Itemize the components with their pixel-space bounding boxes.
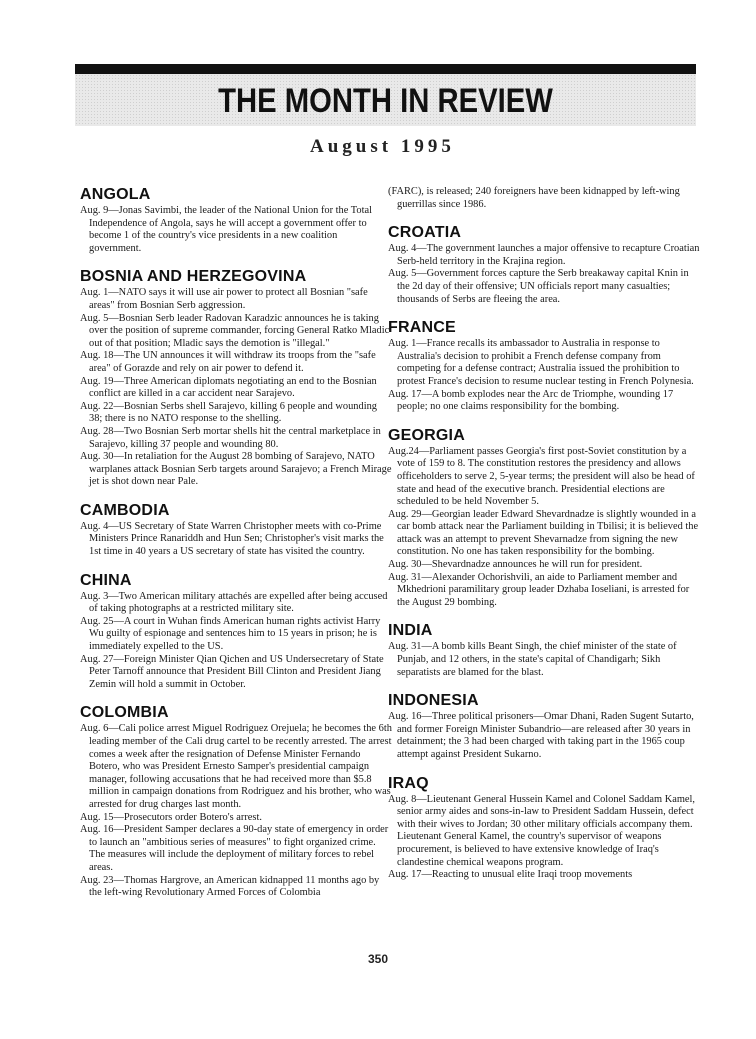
header-rule [75, 64, 696, 74]
news-entry: Aug. 31—Alexander Ochorishvili, an aide to Parliament member and Mkhedrioni paramilitary group leader Dzhaba Ioseliani, is arrested for the August 29 bombing. [388, 571, 690, 608]
country-heading: INDONESIA [388, 692, 479, 710]
section-bosnia-and-herzegovina [80, 268, 392, 489]
country-heading: FRANCE [388, 319, 456, 337]
news-entry: Aug. 4—US Secretary of State Warren Christopher meets with co-Prime Ministers Prince Ranariddh and Hun Sen; Christopher's visit marks the 1st time in 40 years a US secretary of state has visited the country. [80, 520, 384, 558]
news-entry: Aug. 27—Foreign Minister Qian Qichen and US Undersecretary of State Peter Tarnoff announce that President Bill Clinton and President Jiang Zemin will hold a summit in October. [80, 653, 384, 690]
news-entry: Aug. 4—The government launches a major offensive to recapture Croatian Serb-held territory in the Krajina region. [388, 243, 700, 267]
country-heading: IRAQ [388, 774, 429, 792]
news-entry: Aug. 31—A bomb kills Beant Singh, the chief minister of the state of Punjab, and 12 others, in the state's capital of Chandigarh; Sikh separatists are blamed for the blast. [388, 641, 677, 678]
section-cambodia [80, 502, 392, 559]
news-entry: (FARC), is released; 240 foreigners have been kidnapped by left-wing guerrillas since 1986. [388, 186, 680, 210]
section-colombia [80, 704, 392, 899]
news-entry: Aug.24—Parliament passes Georgia's first post-Soviet constitution by a vote of 159 to 8. The constitution restores the presidency and allows officeholders to serve 2, 5-year terms; the president will also be head of state and head of the executive branch. Presidential elections are scheduled to be held November 5. [388, 445, 695, 508]
country-heading: CHINA [80, 571, 132, 589]
country-heading: GEORGIA [388, 426, 465, 444]
country-heading: BOSNIA AND HERZEGOVINA [80, 268, 307, 286]
news-entry: Aug. 1—France recalls its ambassador to Australia in response to Australia's decision to prohibit a French defense company from competing for a defense contract; Australia issued the prohibition to protest France's decision to resume nuclear testing in French Polynesia. [388, 338, 694, 387]
news-entry: Aug. 1—NATO says it will use air power to protect all Bosnian "safe areas" from Bosnian Serb aggression. [80, 287, 368, 311]
news-entry: Aug. 17—Reacting to unusual elite Iraqi troop movements [388, 869, 633, 881]
news-entry: Aug. 29—Georgian leader Edward Shevardnadze is slightly wounded in a car bomb attack near the Parliament building in Tbilisi; it is believed the attack was an attempt to prevent Shevarnadze from signing the new constitution. No one has taken responsibility for the bombing. [388, 508, 699, 558]
news-entry: Aug. 8—Lieutenant General Hussein Kamel and Colonel Saddam Kamel, senior army aides and sons-in-law to President Saddam Hussein, defect with their wives to Jordan; 30 other military officials accompany them. Lieutenant General Kamel, the country's supervisor of weapons procurement, is believed to have extensive knowledge of Iraq's clandestine chemical weapons program. [388, 793, 696, 868]
country-heading: COLOMBIA [80, 704, 169, 722]
news-entry: Aug. 23—Thomas Hargrove, an American kidnapped 11 months ago by the left-wing Revolutionary Armed Forces of Colombia [80, 874, 380, 899]
news-entry: Aug. 18—The UN announces it will withdraw its troops from the "safe area" of Gorazde and rely on air power to defend it. [80, 350, 376, 374]
section-angola [80, 186, 392, 255]
country-heading: INDIA [388, 622, 433, 640]
news-entry: Aug. 25—A court in Wuhan finds American human rights activist Harry Wu guilty of espionage and sentences him to 15 years in prison; he is immediately expelled to the US. [80, 615, 381, 653]
page-title: THE MONTH IN REVIEW [218, 82, 553, 120]
right-column [388, 186, 700, 895]
section-india [388, 622, 700, 679]
country-heading: CAMBODIA [80, 501, 170, 519]
news-entry: Aug. 30—In retaliation for the August 28 bombing of Sarajevo, NATO warplanes attack Bosnian Serb targets around Sarajevo; a French Mirage jet is shot down near Pale. [80, 451, 392, 488]
section-georgia [388, 427, 700, 610]
news-entry: Aug. 30—Shevardnadze announces he will run for president. [388, 559, 643, 571]
news-entry: Aug. 9—Jonas Savimbi, the leader of the National Union for the Total Independence of Angola, says he will accept a government offer to become 1 of the country's vice presidents in a new coalition government. [80, 205, 372, 254]
section-china [80, 572, 392, 692]
news-entry: Aug. 3—Two American military attachés are expelled after being accused of taking photographs at a restricted military site. [80, 590, 388, 615]
page-number: 350 [367, 952, 389, 966]
issue-date: August 1995 [310, 136, 455, 157]
news-entry: Aug. 22—Bosnian Serbs shell Sarajevo, killing 6 people and wounding 38; there is no NATO response to the shelling. [80, 400, 377, 425]
news-entry: Aug. 5—Government forces capture the Serb breakaway capital Knin in the 2d day of their offensive; UN officials report many casualties; thousands of Serbs are fleeing the area. [388, 268, 689, 305]
left-column [80, 186, 392, 913]
news-entry: Aug. 16—Three political prisoners—Omar Dhani, Raden Sugent Sutarto, and former Foreign Minister Subandrio—are released after 30 years in detainment; the 3 had been charged with taking part in the 1965 coup attempt against President Sukarno. [388, 711, 694, 760]
section-croatia [388, 224, 700, 306]
news-entry: Aug. 5—Bosnian Serb leader Radovan Karadzic announces he is taking over the position of supreme commander, forcing General Ratko Mladic out of that position; Mladic says the demotion is "illegal." [80, 312, 390, 349]
country-heading: CROATIA [388, 224, 462, 242]
section-continued [388, 186, 700, 211]
news-entry: Aug. 17—A bomb explodes near the Arc de Triomphe, wounding 17 people; no one claims responsibility for the bombing. [388, 388, 674, 413]
title-banner [75, 74, 696, 126]
section-indonesia [388, 692, 700, 761]
news-entry: Aug. 19—Three American diplomats negotiating an end to the Bosnian conflict are killed in a car accident near Sarajevo. [80, 375, 377, 400]
news-entry: Aug. 15—Prosecutors order Botero's arrest. [80, 811, 262, 823]
news-entry: Aug. 6—Cali police arrest Miguel Rodriguez Orejuela; he becomes the 6th leading member of the Cali drug cartel to be recently arrested. The arrest comes a week after the resignation of Defense Minister Fernando Botero, who was President Ernesto Samper's presidential campaign manager, following accusations that he had received more than $5.8 million in campaign donations from Rodriguez and his brother, who was arrested for drug charges last month. [80, 723, 392, 810]
news-entry: Aug. 16—President Samper declares a 90-day state of emergency in order to launch an "ambitious series of measures" to fight organized crime. The measures will include the deployment of military forces to rebel areas. [80, 824, 389, 873]
section-iraq [388, 775, 700, 882]
section-france [388, 319, 700, 414]
news-entry: Aug. 28—Two Bosnian Serb mortar shells hit the central marketplace in Sarajevo, killing 37 people and wounding 80. [80, 425, 381, 450]
country-heading: ANGOLA [80, 186, 151, 203]
